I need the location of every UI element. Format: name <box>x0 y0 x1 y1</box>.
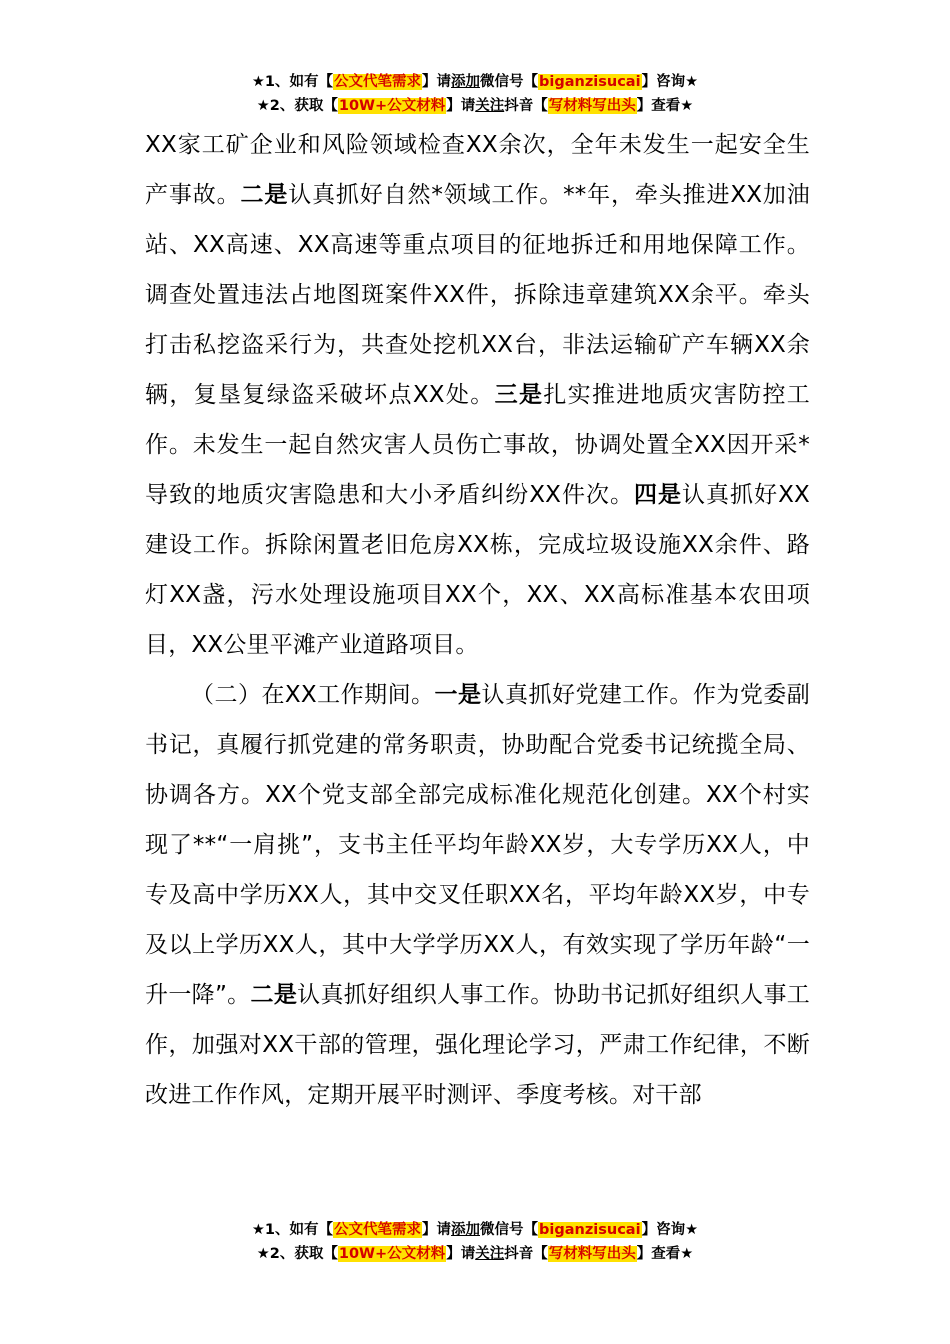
paragraph-text: 认真抓好党建工作。作为党委副书记，真履行抓党建的常务职责，协助配合党委书记统揽全局、协调各方。XX个党支部全部完成标准化规范化创建。XX个村实现了**“一肩挑”，支书主任平均年龄XX岁，大专学历XX人，中专及高中学历XX人，其中交叉任职XX名，平均年龄XX岁，中专及以上学历XX人，其中大学学历XX人，有效实现了学历年龄“一升一降”。 <box>145 682 810 1008</box>
banner-text: 】查看★ <box>636 1246 694 1262</box>
bold-marker: 四是 <box>634 482 683 508</box>
banner-text: 2、获取【 <box>269 98 338 114</box>
paragraph-text: XX家工矿企业和风险领域检查XX余次，全年未发生一起安全生产事故。 <box>145 132 810 208</box>
bold-marker: 二是 <box>240 182 289 208</box>
bold-marker: 三是 <box>494 382 544 408</box>
banner-underlined-text: 关注 <box>475 98 505 114</box>
bold-marker: 一是 <box>434 682 482 708</box>
banner-text: 微信号【 <box>480 1222 539 1238</box>
banner-highlight-wechat-id: biganzisucai <box>539 1222 641 1238</box>
banner-highlight-douyin-id: 写材料写出头 <box>548 1246 636 1262</box>
banner-highlight: 10W+公文材料 <box>338 1246 446 1262</box>
banner-highlight: 公文代笔需求 <box>334 1222 422 1238</box>
banner-text: 】查看★ <box>636 98 694 114</box>
paragraph-text: 认真抓好自然*领域工作。**年，牵头推进XX加油站、XX高速、XX高速等重点项目的征地拆迁和用地保障工作。调查处置违法占地图斑案件XX件，拆除违章建筑XX余平。牵头打击私挖盗采行为，共查处挖机XX台，非法运输矿产车辆XX余辆，复垦复绿盗采破坏点XX处。 <box>145 182 810 408</box>
banner-text: 】请 <box>422 1222 452 1238</box>
banner-text: 1、如有【 <box>264 74 334 90</box>
section-heading: （二）在XX工作期间。 <box>191 682 435 708</box>
banner-highlight-douyin-id: 写材料写出头 <box>548 98 636 114</box>
paragraph-text: 扎实推进地质灾害防控工作。未发生一起自然灾害人员伤亡事故，协调处置全XX因开采*导致的地质灾害隐患和大小矛盾纠纷XX件次。 <box>145 382 811 508</box>
banner-text: 微信号【 <box>480 74 539 90</box>
banner-highlight: 公文代笔需求 <box>334 74 422 90</box>
banner-text: 】咨询★ <box>641 74 699 90</box>
banner-text: 】请 <box>422 74 452 90</box>
body-paragraph-2 <box>145 670 810 1120</box>
banner-underlined-text: 关注 <box>475 1246 505 1262</box>
header-banner-line-2 <box>0 94 950 118</box>
paragraph-text: 认真抓好组织人事工作。协助书记抓好组织人事工作，加强对XX干部的管理，强化理论学习，严肃工作纪律，不断改进工作作风，定期开展平时测评、季度考核。对干部 <box>145 982 810 1108</box>
banner-text: 1、如有【 <box>264 1222 334 1238</box>
banner-underlined-text: 添加 <box>451 1222 481 1238</box>
banner-underlined-text: 添加 <box>451 74 481 90</box>
star-icon: ★ <box>256 1246 270 1262</box>
banner-text: 】请 <box>446 1246 476 1262</box>
footer-banner <box>0 1218 950 1266</box>
bold-marker: 二是 <box>250 982 298 1008</box>
banner-text: 】咨询★ <box>641 1222 699 1238</box>
banner-text: 抖音【 <box>504 98 548 114</box>
header-banner <box>0 70 950 118</box>
star-icon: ★ <box>251 74 265 90</box>
banner-highlight-wechat-id: biganzisucai <box>539 74 641 90</box>
header-banner-line-1 <box>0 70 950 94</box>
banner-text: 2、获取【 <box>269 1246 338 1262</box>
star-icon: ★ <box>251 1222 265 1238</box>
banner-text: 抖音【 <box>504 1246 548 1262</box>
banner-highlight: 10W+公文材料 <box>338 98 446 114</box>
paragraph-text: 认真抓好XX建设工作。拆除闲置老旧危房XX栋，完成垃圾设施XX余件、路灯XX盏，污水处理设施项目XX个，XX、XX高标准基本农田项目，XX公里平滩产业道路项目。 <box>145 482 810 658</box>
footer-banner-line-2 <box>0 1242 950 1266</box>
star-icon: ★ <box>256 98 270 114</box>
body-paragraph-1 <box>145 120 810 670</box>
document-body <box>145 120 810 1120</box>
banner-text: 】请 <box>446 98 476 114</box>
footer-banner-line-1 <box>0 1218 950 1242</box>
